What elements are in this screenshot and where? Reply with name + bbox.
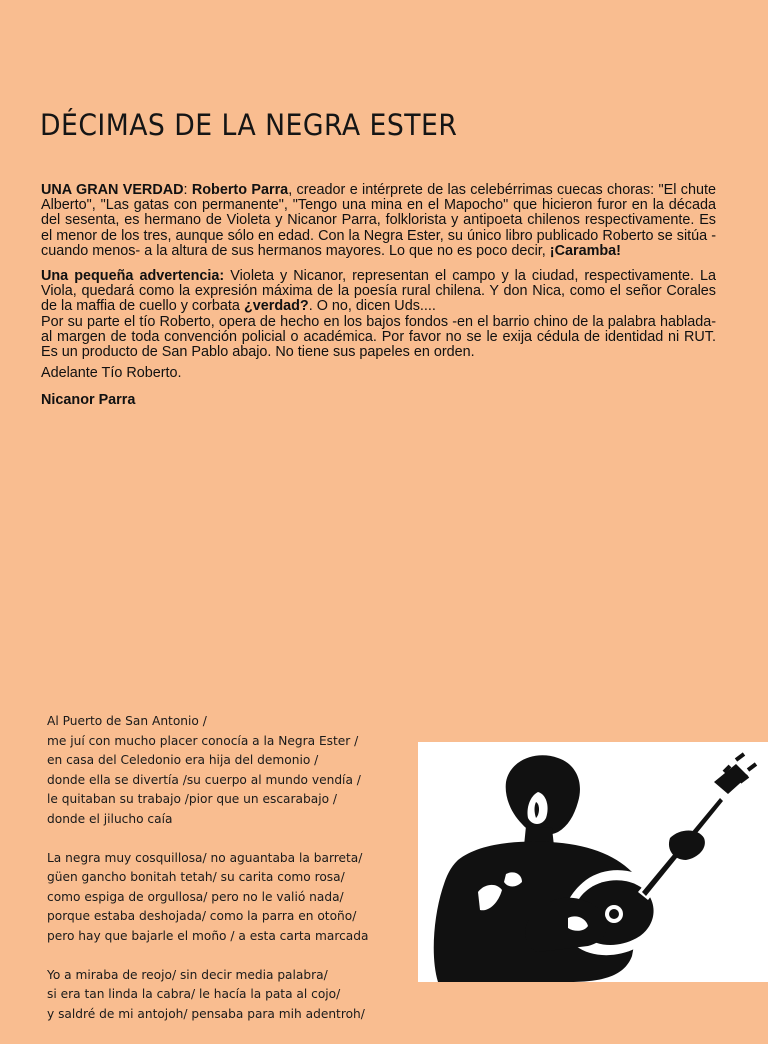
intro-exclaim: ¡Caramba! (549, 242, 621, 259)
poem-line: güen gancho bonitah tetah/ su carita como rosa/ (47, 870, 345, 884)
poem-stanza-3 (47, 966, 407, 1025)
poem-line: donde el jilucho caía (47, 811, 173, 826)
poem-line: La negra muy cosquillosa/ no aguantaba la barreta/ (47, 850, 363, 865)
intro-paragraph (41, 183, 716, 259)
poem-line: Al Puerto de San Antonio / (47, 714, 207, 728)
poem-line: si era tan linda la cabra/ le hacía la pata al cojo/ (47, 987, 341, 1001)
guitar-player-illustration (418, 742, 768, 982)
intro-text: , creador e intérprete de las celebérrimas cuecas choras: "El chute Alberto", "Las gatas con permanente", "Tengo una mina en el Mapocho" que hicieron furor en la década del sesenta, es hermano de Violeta y Nicanor Parra, folklorista y antipoeta chilenos respectivamente. Es el menor de los tres, aunque sólo en edad. Con la Negra Ester, su único libro publicado Roberto se sitúa -cuando menos- a la altura de sus hermanos mayores. Lo que no es poco decir, (41, 182, 717, 259)
poem-stanza-1 (47, 712, 407, 829)
farewell-line: Adelante Tío Roberto. (41, 365, 182, 382)
signature: Nicanor Parra (41, 392, 136, 409)
poem-line: como espiga de orgullosa/ pero no le valió nada/ (47, 889, 344, 904)
paragraph-bajos-fondos: Por su parte el tío Roberto, opera de hecho en los bajos fondos -en el barrio chino de la palabra hablada- al margen de toda convención policial o académica. Por favor no se le exija cédula de identidad ni RUT. Es un producto de San Pablo abajo. No tiene sus papeles en orden. (41, 313, 716, 361)
warning-question: ¿verdad? (243, 298, 309, 315)
poem-line: porque estaba deshojada/ como la parra en otoño/ (47, 909, 357, 923)
poem-line: en casa del Celedonio era hija del demonio / (47, 753, 319, 767)
article-body (41, 183, 716, 409)
poem-line: Yo a miraba de reojo/ sin decir media palabra/ (47, 967, 328, 982)
poem-line: pero hay que bajarle el moño / a esta carta marcada (47, 928, 369, 943)
warning-text-end: . O no, dicen Uds.... (308, 298, 436, 315)
warning-paragraph (41, 269, 716, 315)
poem-line: y saldré de mi antojoh/ pensaba para mih adentroh/ (47, 1006, 365, 1021)
intro-heading: UNA GRAN VERDAD (41, 182, 184, 198)
warning-text: Violeta y Nicanor, representan el campo y la ciudad, respectivamente. La Viola, quedará como la expresión máxima de la poesía rural chilena. Y don Nica, como el señor Corales de la maffia de cuello y corbata (41, 268, 717, 315)
poem-line: me juí con mucho placer conocía a la Negra Ester / (47, 733, 359, 748)
intro-colon: : (183, 182, 192, 198)
poem-line: le quitaban su trabajo /pior que un escarabajo / (47, 792, 338, 806)
poem (47, 712, 407, 1044)
page-title: DÉCIMAS DE LA NEGRA ESTER (40, 108, 458, 142)
poem-line: donde ella se divertía /su cuerpo al mundo vendía / (47, 772, 361, 787)
guitar-player-icon (418, 742, 768, 982)
intro-author: Roberto Parra (191, 182, 289, 198)
poem-stanza-2 (47, 849, 407, 947)
warning-heading: Una pequeña advertencia: (41, 268, 225, 285)
